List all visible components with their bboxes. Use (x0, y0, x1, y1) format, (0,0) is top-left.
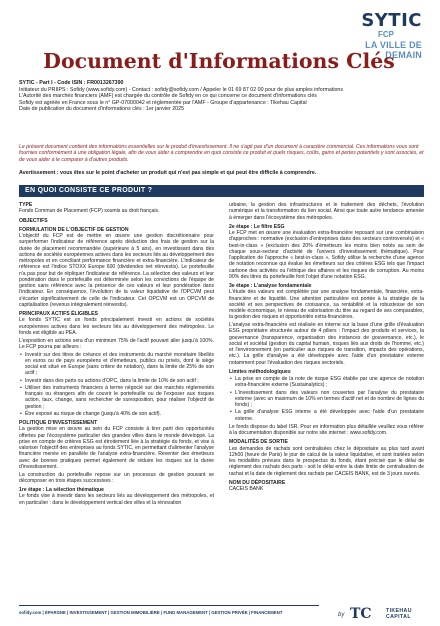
publication-date-line: Date de publication du document d'informations clés : 1er janvier 2025 (19, 106, 185, 113)
footer-brand-line2: CAPITAL (386, 614, 411, 620)
amf-line: L'Autorité des marchés financiers (AMF) est chargée du contrôle de Sofidy en ce qui concerne ce document d'informations clés (19, 93, 317, 100)
approval-line: Sofidy est agréée en France sous le n° GP-07000042 et réglementée par l'AMF - Groupe d'appartenance : Tikehau Capital (19, 99, 307, 106)
eligible-assets-text-1: Le fonds SYTIC est un fonds principalement investi en actions de sociétés européennes actives dans les secteurs liés au développement des métropoles. Le fonds est éligible au PEA. (19, 317, 214, 336)
step3-text-1: L'étude des valeurs est complétée par une analyse fondamentale, financière, extra-financière et de liquidité. Une attention particulière est portée à la stratégie de la société et ses perspectives de croissance, sa rentabilité et la robustesse de son modèle économique, le niveau de valorisation du titre au regard de ses comparables, la gestion des risques et opportunités extra-financières. (229, 289, 424, 321)
warning-text: Avertissement : vous êtes sur le point d'acheter un produit qui n'est pas simple et qui peut être difficile à comprendre. (19, 170, 317, 176)
depositary-heading: NOM DU DÉPOSITAIRE (229, 479, 286, 486)
objective-subheading: FORMULATION DE L'OBJECTIF DE GESTION (19, 226, 129, 233)
type-heading: TYPE (19, 202, 33, 208)
logo-fund-type: FCP (378, 30, 394, 39)
list-item: • L'investissement dans des valeurs non couvertes par l'analyse du prestataire externe (avec un maximum de 10% en termes d'actif net et de nombre de lignes du fonds) ; (235, 390, 424, 409)
exit-terms-heading: MODALITÉS DE SORTIE (229, 439, 288, 446)
footer (0, 603, 440, 626)
section-banner: EN QUOI CONSISTE CE PRODUIT ? (19, 185, 424, 197)
tikehau-logo (338, 607, 428, 623)
policy-subheading: POLITIQUE D'INVESTISSEMENT (19, 420, 98, 426)
limits-subheading: Limites méthodologiques (229, 368, 291, 375)
policy-text-1: La gestion mise en œuvre au sein du FCP consiste à tirer parti des opportunités offertes par l'écosystème particulier des grandes villes dans le monde développé. La prise en compte de critères ESG est étroitement liée à la stratégie du fonds, et vise à valoriser l'objectif des entreprises au fonds SYTIC, en permettant d'alimenter l'analyse financière menée en parallèle de l'analyse extra-financière. Reventer des émetteurs avec de bonnes pratiques permet également de réduire les risques sur la durée d'investissement. (19, 426, 214, 470)
logo-tagline: LA VILLE DE DEMAIN (365, 40, 422, 60)
left-column (19, 202, 214, 507)
step2-subheading: 2e étape : Le filtre ESG (229, 223, 285, 230)
step3-subheading: 3e étape : L'analyse fondamentale (229, 283, 312, 289)
type-text: Fonds Commun de Placement (FCP) soumis au droit français. (19, 208, 160, 215)
step1-subheading: 1re étape : La sélection thématique (19, 487, 104, 493)
policy-text-2: La construction du portefeuille repose sur un processus de gestion pouvant se décomposer en trois étapes successives : (19, 471, 214, 484)
step3-text-2: L'analyse extra-financière est réalisée en interne sur la base d'une grille d'évaluation ESG propriétaire structurée autour de 4 piliers : l'impact des produits et services, la gouvernance (transparence, organisation des instances de gouvernance, etc.), le social et sociétal (gestion du capital humain, risques liés aux droits de l'homme, etc.) et l'environnement (en particulier aux risques de transition, impacts des opérations, etc.). La grille d'analyse a été développée avec l'aide d'un prestataire externe notamment pour l'évaluation des risques sectoriels. (229, 322, 424, 366)
eligible-assets-text-2: L'exposition en actions sera d'un minimum 75% de l'actif pouvant aller jusqu'à 100%. Le FCP pourra par ailleurs : (19, 337, 214, 350)
step2-text: Le FCP met en œuvre une évaluation extra-financière reposant sur une combinaison d'approches : normative (exclusion d'entreprises dans des secteurs controversés) et « best-in-class » (exclusion des 20% d'émetteurs les moins bien notés au sein de chaque sous-secteur d'activité de l'univers d'investissement thématique). Pour l'application de l'approche « best-in-class », Sofidy utilise la recherche d'une agence de notation reconnue qui évalue les émetteurs sur des critères ESG tels que l'impact carbone des activités ou l'éthique des affaires et les risques de corruption. Au moins 90% des titres du portefeuille font l'objet d'une notation ESG. (229, 230, 424, 280)
footer-mark: TC (350, 606, 372, 622)
continuation-text: urbaine, la gestion des infrastructures et le traitement des déchets, l'évolution numérique et la transformation du lien social. Ainsi que toute autre tendance amenée à émerger dans l'écosystème des métropoles. (229, 202, 424, 221)
depositary-name: CACEIS BANK (229, 486, 264, 492)
eligible-assets-list (19, 352, 214, 418)
initiator-line: Initiateur du PRIIPS : Sofidy (www.sofidy.com) - Contact : sofidy@sofidy.com / Appeler le 01 69 87 02 00 pour de plus amples informations (19, 86, 344, 93)
footer-text: sofidy.com | ÉPARGNE | INVESTISSEMENT | GESTION IMMOBILIÈRE | FUND MANAGEMENT | GESTION PRIVÉE | FINANCEMENT (19, 610, 283, 615)
objective-text: L'objectif du FCP est de mettre en œuvre une gestion discrétionnaire pour surperformer l'indicateur de référence après déduction des frais de gestion sur la durée de placement recommandée (supérieure à 5 ans), en investissant dans des actions de sociétés européennes actives dans les secteurs liés au développement des métropoles et en conciliant performance financière et extra-financière. L'indicateur de référence est l'indice STOXX Europe 600 (dividendes net réinvestis). Le portefeuille n'a pas pour but de répliquer l'indicateur de référence. La sélection des valeurs et leur pondération dans le portefeuille est déterminée selon les convictions de l'équipe de gestion sans référence avec la présence de ces valeurs et leur pondération dans l'indicateur. En conséquence, l'évolution de la valeur liquidative de l'OPCVM peut s'écarter significativement de celle de l'indicateur. Cet OPCVM est un OPCVM de capitalisation (revenus intégralement réinvestis). (19, 233, 214, 308)
footer-brand-line1: TIKEHAU (386, 608, 412, 614)
step1-text: Le fonds vise à investir dans les secteurs liés au développement des métropoles, et en particulier : dans le développement vertical des villes et la rénovation (19, 493, 214, 506)
list-item: • Utiliser des instruments financiers à terme négocié sur des marchés réglementés français ou étrangers afin de couvrir le portefeuille ou de l'exposer aux risques action, taux, change, sans rechercher de surexposition, pour réaliser l'objectif de gestion ; (25, 385, 214, 410)
product-line: SYTIC - Part I - Code ISIN : FR0013267390 (19, 80, 124, 86)
logo-name: SYTIC (361, 10, 422, 31)
eligible-assets-subheading: PRINCIPAUX ACTIFS ÉLIGIBLES (19, 311, 98, 317)
list-item: • La prise en compte de la note de risque ESG établie par une agence de notation extra-financière externe (Sustainalytics) ; (235, 376, 424, 389)
right-column (229, 202, 424, 494)
list-item: • Investir dans des parts ou actions d'OPC, dans la limite de 10% de son actif ; (25, 378, 214, 384)
label-text: Le fonds dispose du label ISR. Pour en information plus détaillée veuillez vous référer à la documentation disponible sur notre site internet : www.sofidy.com. (229, 423, 424, 436)
footer-brand (386, 608, 412, 620)
list-item: • Être exposé au risque de change (jusqu'à 40% de son actif). (25, 411, 214, 417)
exit-terms-text: Les demandes de rachats sont centralisées chez le dépositaire au plus tard avant 12h00 (heure de Paris) le jour de calcul de la valeur liquidative, et sont traitées selon les modalités prévues dans le prospectus du fonds, étant précisé que le délai de règlement des rachats des parts - soit le délai entre la date limite de centralisation de rachat et la date de règlement des rachats par CACEIS BANK, est de 3 jours ouvrés. (229, 445, 424, 477)
product-info (19, 80, 424, 113)
list-item: • Investir sur des titres de créance et des instruments du marché monétaire libellés en euros ou de pays européens et d'émetteurs, publics ou privés, dont le siège social est situé en Europe (sans critère de notation), dans la limite de 25% de son actif ; (25, 352, 214, 377)
limits-list (229, 376, 424, 422)
footer-by: by (338, 612, 345, 618)
document-title: Document d'Informations Clés (43, 49, 395, 73)
list-item: • La grille d'analyse ESG interne a été développée avec l'aide d'un prestataire externe. (235, 409, 424, 422)
intro-text: Le présent document contient des informations essentielles sur le produit d'investissement. Il ne s'agit pas d'un document à caractère commercial. Ces informations vous sont fournies conformément à une obligation légale, afin de vous aider à comprendre en quoi consiste ce produit et quels risques, coûts, gains et pertes potentiels y sont associés, et de vous aider à le comparer à d'autres produits. (19, 144, 424, 163)
footer-divider (19, 605, 319, 606)
objectives-heading: OBJECTIFS (19, 217, 48, 224)
